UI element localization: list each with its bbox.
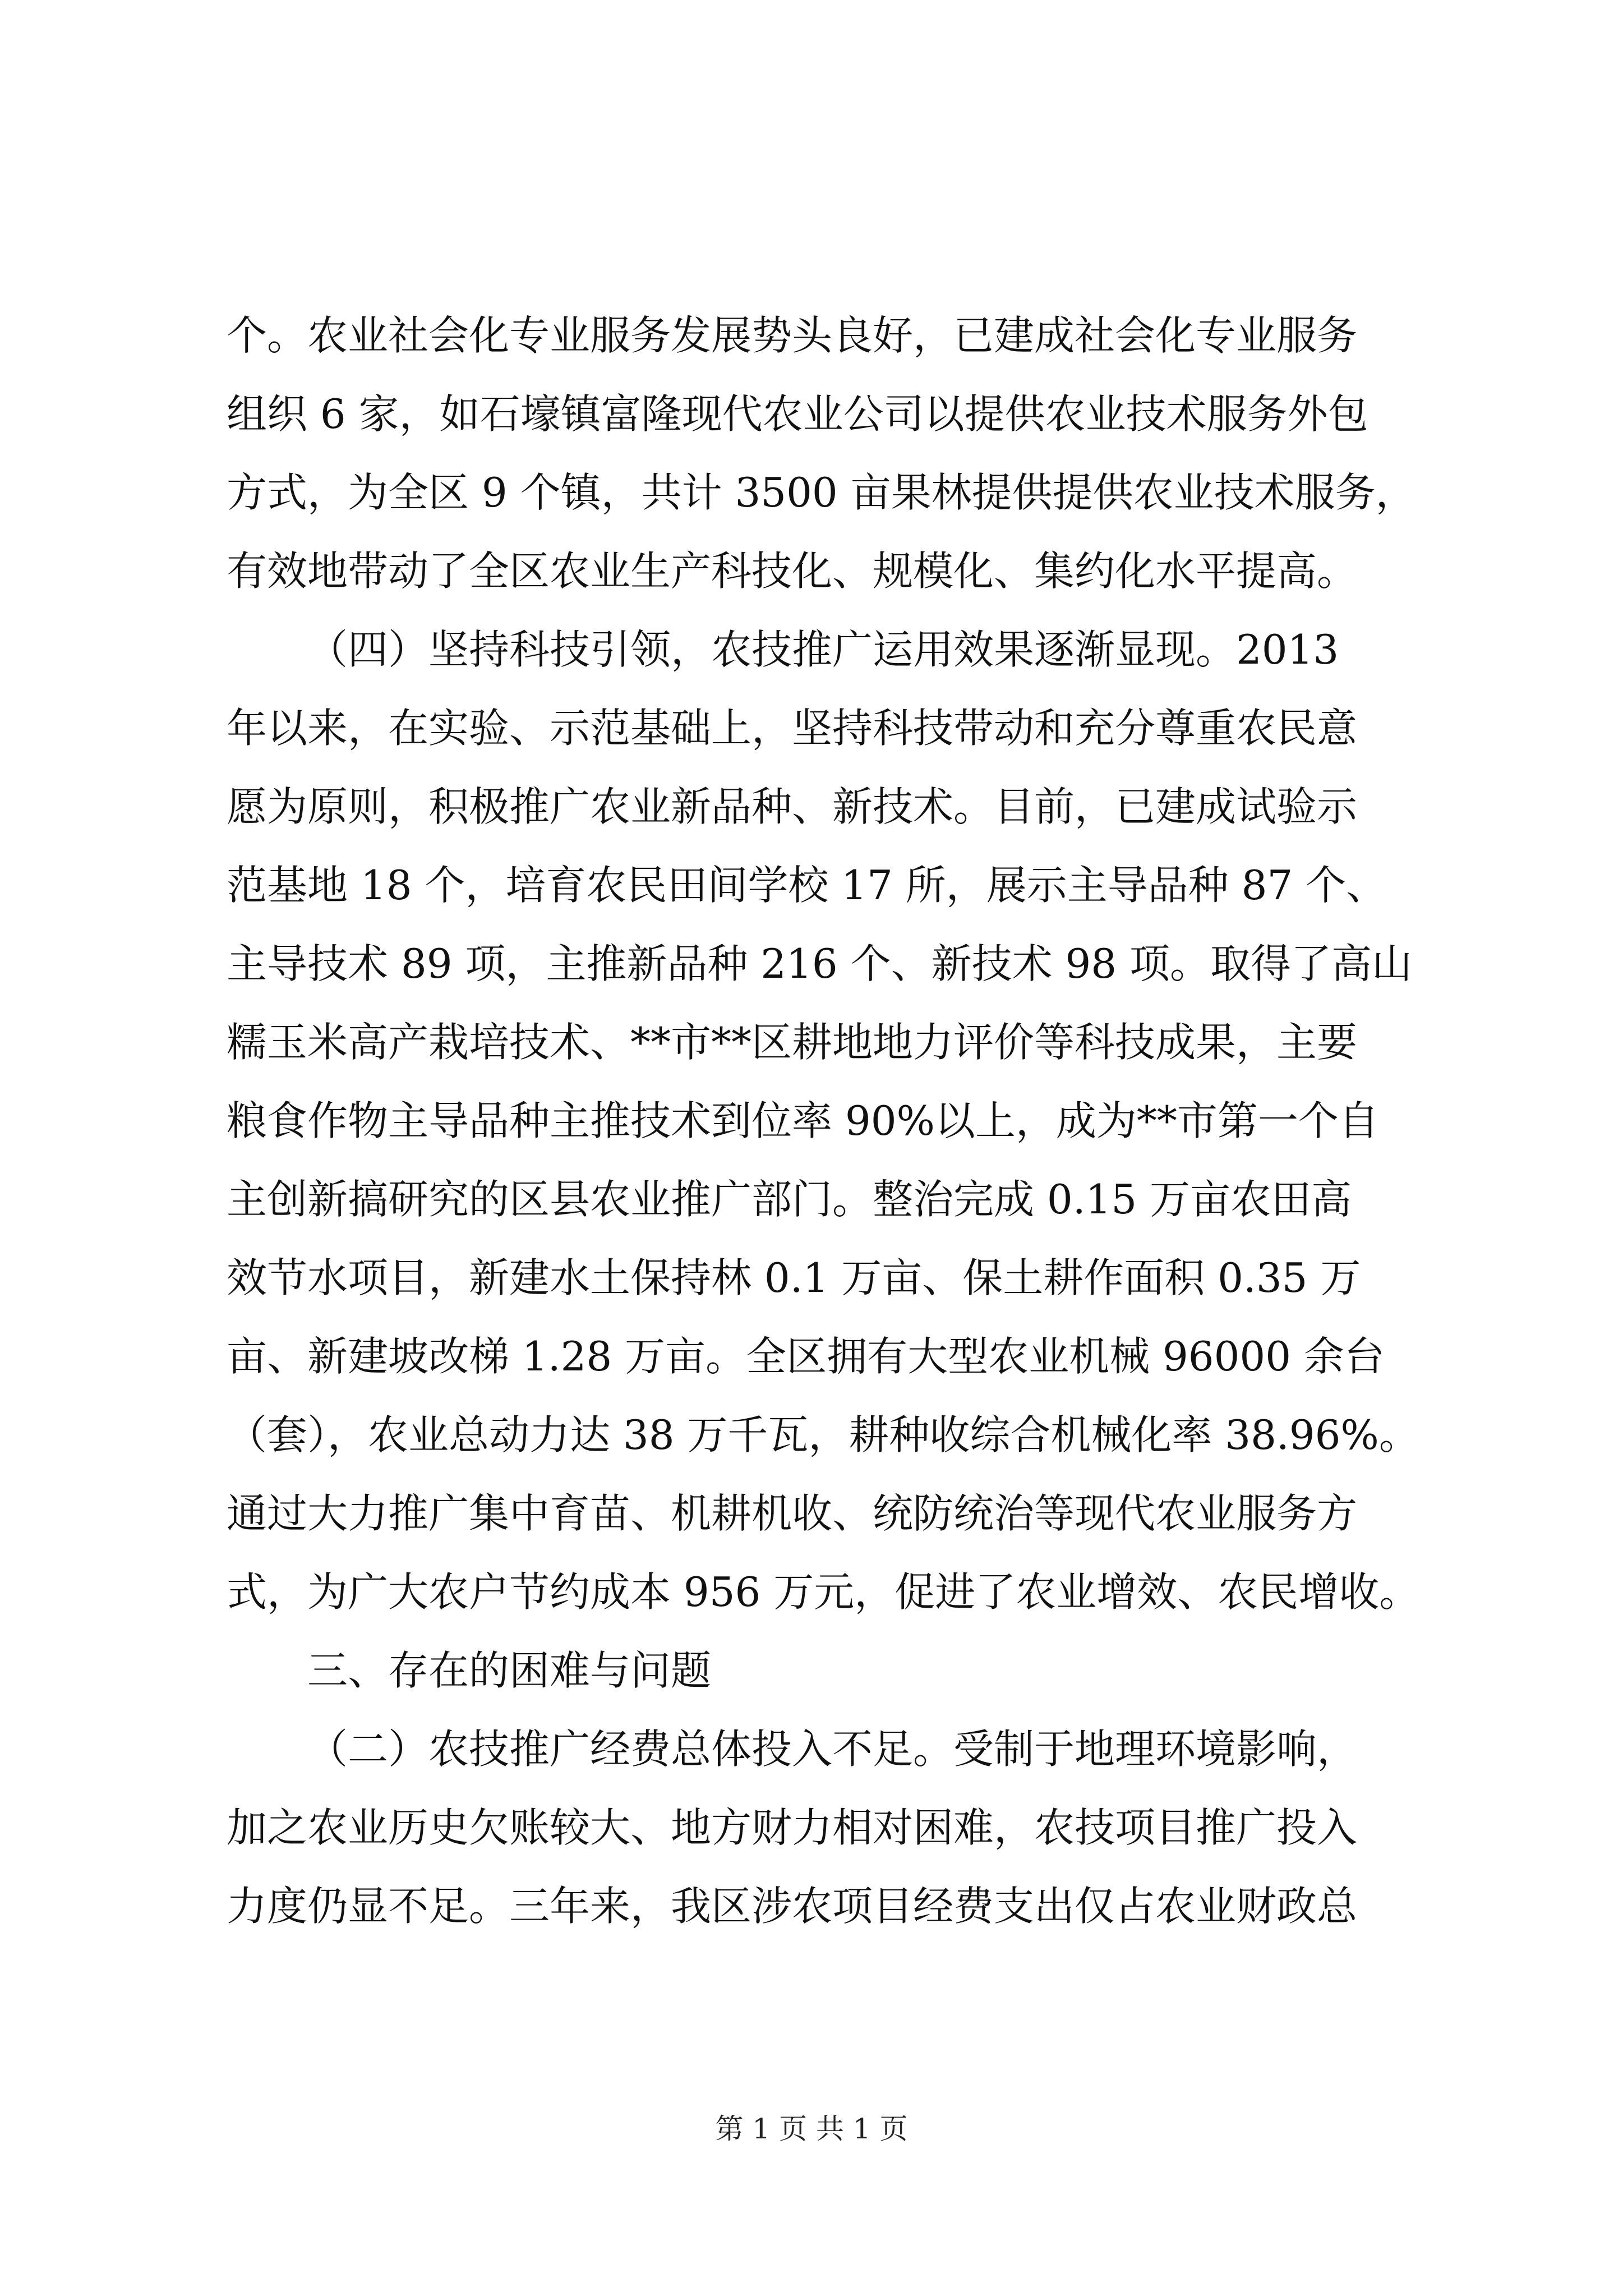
text-line-20: 加之农业历史欠账较大、地方财力相对困难，农技项目推广投入 [227,1804,1358,1851]
text-line-11: 粮食作物主导品种主推技术到位率 90%以上，成为**市第一个自 [227,1097,1379,1144]
text-line-16: 通过大力推广集中育苗、机耕机收、统防统治等现代农业服务方 [227,1490,1358,1537]
text-line-8: 范基地 18 个，培育农民田间学校 17 所，展示主导品种 87 个、 [227,862,1387,909]
text-line-4: 有效地带动了全区农业生产科技化、规模化、集约化水平提高。 [227,547,1358,595]
text-line-6: 年以来，在实验、示范基础上，坚持科技带动和充分尊重农民意 [227,705,1358,752]
page-footer: 第 1 页 共 1 页 [715,2113,908,2145]
section-heading-2: （二）农技推广经费总体投入不足。受制于地理环境影响， [307,1726,1358,1773]
text-line-14: 亩、新建坡改梯 1.28 万亩。全区拥有大型农业机械 96000 余台 [227,1333,1385,1380]
text-line-1: 个。农业社会化专业服务发展势头良好，已建成社会化专业服务 [227,312,1358,359]
text-line-17: 式，为广大农户节约成本 956 万元，促进了农业增效、农民增收。 [227,1568,1420,1616]
text-line-12: 主创新搞研究的区县农业推广部门。整治完成 0.15 万亩农田高 [227,1176,1352,1223]
text-line-2: 组织 6 家，如石壕镇富隆现代农业公司以提供农业技术服务外包 [227,390,1368,438]
document-body [227,296,1432,1945]
text-line-3: 方式，为全区 9 个镇，共计 3500 亩果林提供提供农业技术服务， [227,469,1416,516]
section-heading-3: 三、存在的困难与问题 [307,1647,712,1694]
text-line-7: 愿为原则，积极推广农业新品种、新技术。目前，已建成试验示 [227,783,1358,830]
text-line-21: 力度仍显不足。三年来，我区涉农项目经费支出仅占农业财政总 [227,1883,1358,1930]
section-heading-4: （四）坚持科技引领，农技推广运用效果逐渐显现。2013 [307,626,1339,673]
text-line-13: 效节水项目，新建水土保持林 0.1 万亩、保土耕作面积 0.35 万 [227,1254,1361,1301]
text-line-10: 糯玉米高产栽培技术、**市**区耕地地力评价等科技成果，主要 [227,1019,1358,1066]
text-line-15: （套），农业总动力达 38 万千瓦，耕种收综合机械化率 38.96%。 [227,1411,1419,1458]
text-line-9: 主导技术 89 项，主推新品种 216 个、新技术 98 项。取得了高山 [227,940,1412,987]
